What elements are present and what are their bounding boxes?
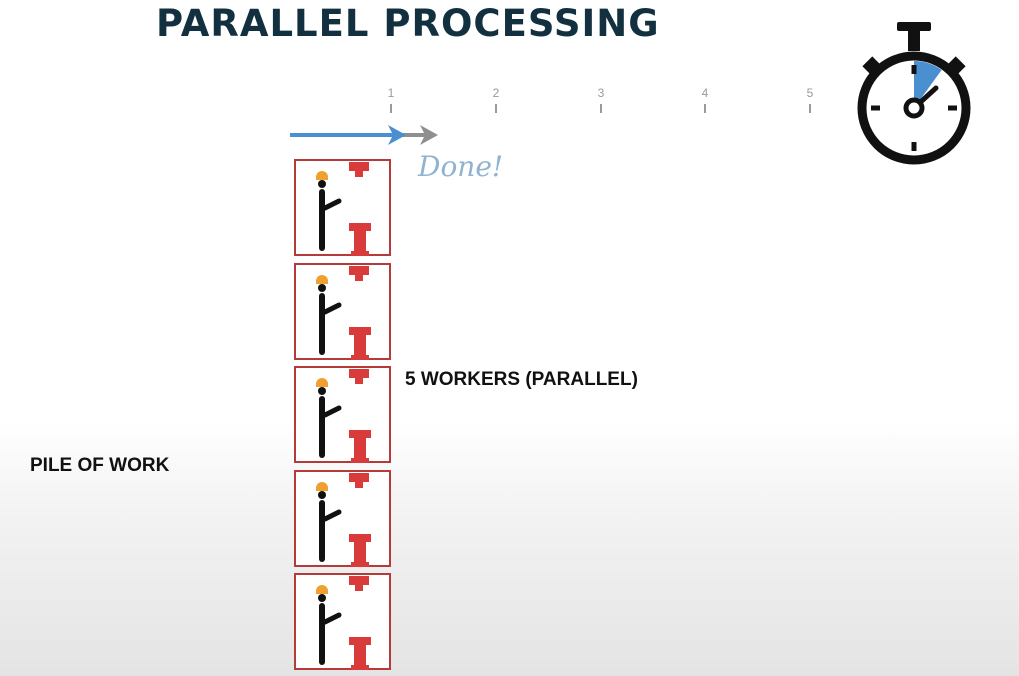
page-title: PARALLEL PROCESSING	[156, 2, 660, 45]
worker-box	[294, 263, 391, 360]
worker-figure-icon	[296, 368, 393, 465]
worker-box	[294, 573, 391, 670]
worker-figure-icon	[296, 575, 393, 672]
pile-of-work-label: PILE OF WORK	[30, 455, 170, 476]
workers-label: 5 WORKERS (PARALLEL)	[405, 369, 638, 390]
worker-figure-icon	[296, 161, 393, 258]
worker-box	[294, 159, 391, 256]
worker-box	[294, 366, 391, 463]
worker-figure-icon	[296, 472, 393, 569]
timeline-tick: 3	[591, 86, 611, 113]
worker-figure-icon	[296, 265, 393, 362]
timeline-tick: 1	[381, 86, 401, 113]
timeline-tick: 2	[486, 86, 506, 113]
done-text: Done!	[418, 150, 504, 183]
timeline-tick: 5	[800, 86, 820, 113]
worker-box	[294, 470, 391, 567]
timeline-tick: 4	[695, 86, 715, 113]
